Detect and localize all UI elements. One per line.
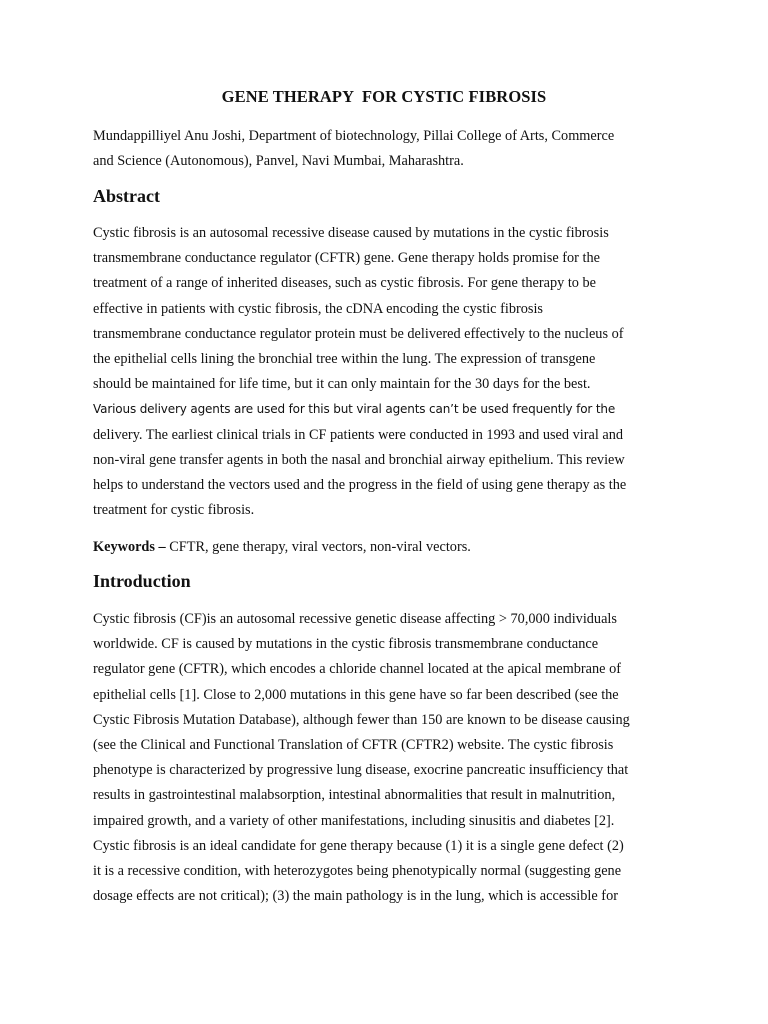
abstract-line: the epithelial cells lining the bronchial tree within the lung. The expression of transgene — [93, 350, 596, 367]
abstract-line: helps to understand the vectors used and the progress in the field of using gene therapy as the — [93, 476, 627, 493]
keywords-label: Keywords – — [93, 539, 166, 555]
keywords-text: CFTR, gene therapy, viral vectors, non-viral vectors. — [165, 539, 471, 555]
intro-line: impaired growth, and a variety of other manifestations, including sinusitis and diabetes [2]. — [93, 812, 615, 829]
intro-line: phenotype is characterized by progressive lung disease, exocrine pancreatic insufficiency that — [93, 762, 629, 779]
abstract-body — [93, 221, 693, 523]
abstract-line: treatment of a range of inherited diseases, such as cystic fibrosis. For gene therapy to be — [93, 275, 597, 292]
paper-title: GENE THERAPY FOR CYSTIC FIBROSIS — [221, 87, 547, 106]
abstract-line: Cystic fibrosis is an autosomal recessive disease caused by mutations in the cystic fibrosis — [93, 225, 609, 241]
intro-line: Cystic fibrosis (CF)is an autosomal recessive genetic disease affecting > 70,000 individuals — [93, 611, 617, 627]
introduction-body — [93, 607, 693, 909]
abstract-line: transmembrane conductance regulator (CFTR) gene. Gene therapy holds promise for the — [93, 250, 600, 267]
intro-line: epithelial cells [1]. Close to 2,000 mutations in this gene have so far been described (see the — [93, 686, 619, 703]
author-affiliation — [93, 124, 693, 174]
intro-line: regulator gene (CFTR), which encodes a chloride channel located at the apical membrane of — [93, 661, 621, 678]
intro-line: it is a recessive condition, with heterozygotes being phenotypically normal (suggesting gene — [93, 862, 622, 879]
abstract-line: Various delivery agents are used for this but viral agents can’t be used frequently for the — [93, 402, 616, 417]
introduction-heading: Introduction — [93, 571, 191, 591]
intro-line: results in gastrointestinal malabsorption, intestinal abnormalities that result in malnutrition, — [93, 787, 616, 804]
abstract-heading: Abstract — [93, 186, 160, 206]
author-line: Mundappilliyel Anu Joshi, Department of biotechnology, Pillai College of Arts, Commerce — [93, 128, 615, 144]
intro-line: (see the Clinical and Functional Translation of CFTR (CFTR2) website. The cystic fibrosis — [93, 736, 614, 753]
intro-line: dosage effects are not critical); (3) the main pathology is in the lung, which is accessible for — [93, 888, 618, 905]
keywords — [93, 536, 471, 558]
abstract-line: non-viral gene transfer agents in both the nasal and bronchial airway epithelium. This review — [93, 451, 625, 468]
intro-line: worldwide. CF is caused by mutations in the cystic fibrosis transmembrane conductance — [93, 636, 599, 653]
author-line: and Science (Autonomous), Panvel, Navi Mumbai, Maharashtra. — [93, 153, 464, 169]
abstract-line: treatment for cystic fibrosis. — [93, 502, 255, 519]
abstract-line: should be maintained for life time, but it can only maintain for the 30 days for the best. — [93, 376, 591, 393]
intro-line: Cystic Fibrosis Mutation Database), although fewer than 150 are known to be disease causing — [93, 711, 630, 728]
abstract-line: effective in patients with cystic fibrosis, the cDNA encoding the cystic fibrosis — [93, 300, 543, 317]
intro-line: Cystic fibrosis is an ideal candidate for gene therapy because (1) it is a single gene defect (2) — [93, 837, 624, 854]
abstract-line: delivery. The earliest clinical trials in CF patients were conducted in 1993 and used viral and — [93, 426, 624, 443]
abstract-line: transmembrane conductance regulator protein must be delivered effectively to the nucleus of — [93, 325, 624, 342]
